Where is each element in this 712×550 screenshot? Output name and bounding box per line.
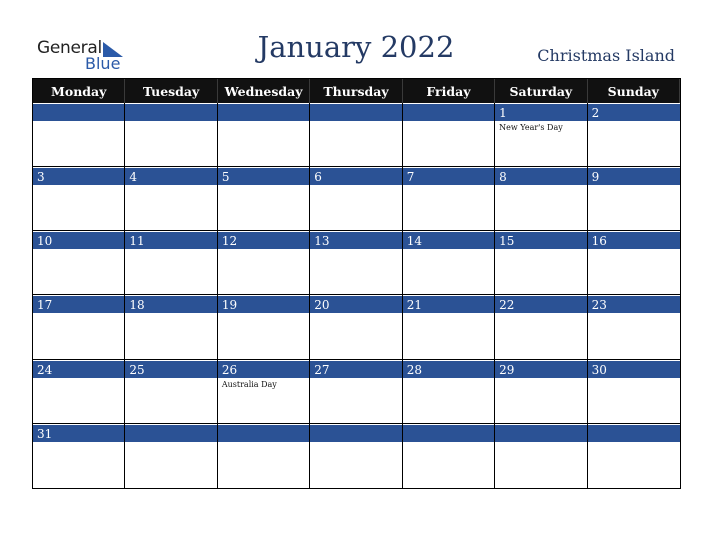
day-cell[interactable] — [218, 424, 310, 488]
weekday-header: Monday — [33, 79, 125, 103]
day-cell[interactable] — [310, 295, 402, 359]
day-number: 9 — [588, 167, 680, 185]
day-cell[interactable] — [403, 424, 495, 488]
day-number: 19 — [218, 295, 309, 313]
day-cell[interactable] — [403, 295, 495, 359]
day-number: 27 — [310, 360, 401, 378]
day-cell[interactable] — [588, 231, 680, 295]
day-cell[interactable] — [125, 167, 217, 231]
day-cell[interactable] — [403, 360, 495, 424]
day-cell[interactable] — [125, 424, 217, 488]
weekday-header: Wednesday — [218, 79, 310, 103]
day-number — [218, 103, 309, 121]
day-cell[interactable] — [495, 167, 587, 231]
day-cell[interactable] — [310, 231, 402, 295]
day-number: 4 — [125, 167, 216, 185]
holiday-label: Australia Day — [221, 379, 277, 389]
day-number: 16 — [588, 231, 680, 249]
day-cell[interactable] — [588, 360, 680, 424]
day-cell[interactable] — [125, 231, 217, 295]
day-cell[interactable] — [403, 231, 495, 295]
day-number: 8 — [495, 167, 586, 185]
day-number: 17 — [33, 295, 124, 313]
weekday-header: Saturday — [495, 79, 587, 103]
day-number: 10 — [33, 231, 124, 249]
day-number: 30 — [588, 360, 680, 378]
day-number: 6 — [310, 167, 401, 185]
weekday-header: Sunday — [588, 79, 680, 103]
day-number: 3 — [33, 167, 124, 185]
day-cell[interactable] — [495, 103, 587, 167]
weekday-header: Friday — [403, 79, 495, 103]
day-cell[interactable] — [403, 167, 495, 231]
day-number — [403, 103, 494, 121]
day-number — [125, 424, 216, 442]
day-cell[interactable] — [218, 231, 310, 295]
day-cell[interactable] — [218, 167, 310, 231]
day-cell[interactable] — [125, 103, 217, 167]
day-number: 5 — [218, 167, 309, 185]
day-number: 21 — [403, 295, 494, 313]
day-cell[interactable] — [33, 424, 125, 488]
day-number: 14 — [403, 231, 494, 249]
day-number: 31 — [33, 424, 124, 442]
day-number: 18 — [125, 295, 216, 313]
day-number: 22 — [495, 295, 586, 313]
day-cell[interactable] — [495, 295, 587, 359]
day-number: 15 — [495, 231, 586, 249]
day-cell[interactable] — [33, 167, 125, 231]
logo-general-text: General — [37, 38, 102, 58]
day-number — [310, 424, 401, 442]
day-cell[interactable] — [125, 295, 217, 359]
day-cell[interactable] — [495, 360, 587, 424]
day-number — [33, 103, 124, 121]
day-cell[interactable] — [310, 167, 402, 231]
day-number: 12 — [218, 231, 309, 249]
day-cell[interactable] — [33, 360, 125, 424]
day-cell[interactable] — [125, 360, 217, 424]
day-number: 23 — [588, 295, 680, 313]
calendar-grid — [32, 78, 681, 489]
page-title: January 2022 — [257, 30, 455, 64]
day-cell[interactable] — [310, 103, 402, 167]
day-cell[interactable] — [495, 424, 587, 488]
day-number — [310, 103, 401, 121]
weekday-header: Tuesday — [125, 79, 217, 103]
day-number — [125, 103, 216, 121]
logo-blue-text: Blue — [85, 54, 121, 73]
day-number — [218, 424, 309, 442]
day-cell[interactable] — [588, 167, 680, 231]
day-number: 7 — [403, 167, 494, 185]
day-cell[interactable] — [310, 424, 402, 488]
day-cell[interactable] — [218, 295, 310, 359]
day-number: 20 — [310, 295, 401, 313]
day-number — [403, 424, 494, 442]
day-cell[interactable] — [588, 424, 680, 488]
day-cell[interactable] — [218, 103, 310, 167]
day-cell[interactable] — [588, 103, 680, 167]
day-number: 29 — [495, 360, 586, 378]
header — [0, 0, 712, 78]
day-cell[interactable] — [33, 103, 125, 167]
day-cell[interactable] — [310, 360, 402, 424]
day-cell[interactable] — [33, 295, 125, 359]
day-number: 13 — [310, 231, 401, 249]
day-number — [495, 424, 586, 442]
day-cell[interactable] — [33, 231, 125, 295]
day-cell[interactable] — [218, 360, 310, 424]
weekday-header: Thursday — [310, 79, 402, 103]
day-number: 2 — [588, 103, 680, 121]
day-cell[interactable] — [403, 103, 495, 167]
day-cell[interactable] — [588, 295, 680, 359]
holiday-label: New Year's Day — [499, 123, 563, 132]
day-number: 25 — [125, 360, 216, 378]
region-label: Christmas Island — [537, 46, 675, 65]
day-number: 24 — [33, 360, 124, 378]
day-cell[interactable] — [495, 231, 587, 295]
day-number: 28 — [403, 360, 494, 378]
day-number: 11 — [125, 231, 216, 249]
day-number: 26 — [218, 360, 309, 378]
day-number: 1 — [495, 103, 586, 121]
day-number — [588, 424, 680, 442]
